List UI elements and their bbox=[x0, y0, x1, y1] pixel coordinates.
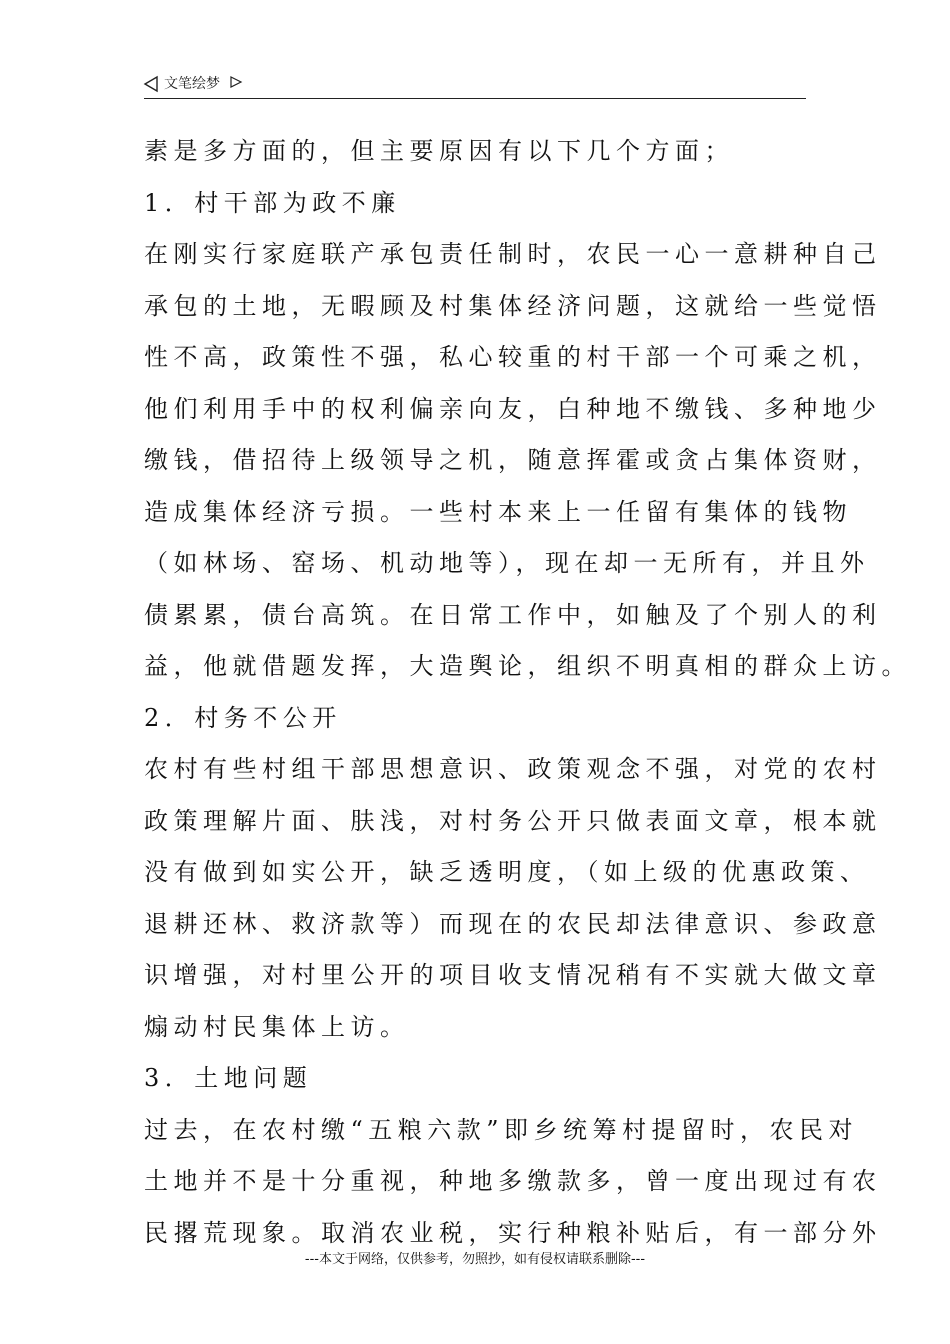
page-footer: ---本文于网络，仅供参考，勿照抄，如有侵权请联系删除--- bbox=[304, 1252, 646, 1267]
text-line: 在刚实行家庭联产承包责任制时，农民一心一意耕种自己 bbox=[144, 240, 882, 268]
section-heading: 2．村务不公开 bbox=[144, 703, 342, 732]
text-line: 农村有些村组干部思想意识、政策观念不强，对党的农村 bbox=[144, 755, 882, 783]
page-header bbox=[144, 74, 806, 99]
text-line: 性不高，政策性不强，私心较重的村干部一个可乘之机， bbox=[144, 343, 882, 371]
text-line: 政策理解片面、肤浅，对村务公开只做表面文章，根本就 bbox=[144, 806, 882, 835]
text-line: 识增强，对村里公开的项目收支情况稍有不实就大做文章 bbox=[144, 961, 882, 989]
section-heading: 1．村干部为政不廉 bbox=[144, 188, 401, 217]
text-line: 过去，在农村缴“五粮六款”即乡统筹村提留时，农民对 bbox=[144, 1115, 859, 1144]
document-body bbox=[144, 126, 911, 1259]
text-line: 民撂荒现象。取消农业税，实行种粮补贴后，有一部分外 bbox=[144, 1218, 882, 1247]
text-line: 没有做到如实公开，缺乏透明度，（如上级的优惠政策、 bbox=[144, 858, 870, 886]
section-heading: 3．土地问题 bbox=[144, 1064, 313, 1092]
text-line: 他们利用手中的权利偏亲向友，白种地不缴钱、多种地少 bbox=[144, 394, 882, 423]
triangle-right-outline-icon bbox=[230, 76, 242, 88]
triangle-left-outline-icon bbox=[144, 76, 158, 92]
text-line: 益，他就借题发挥，大造舆论，组织不明真相的群众上访。 bbox=[144, 652, 911, 680]
text-line: 退耕还林、救济款等）而现在的农民却法律意识、参政意 bbox=[144, 909, 882, 938]
header-title: 文笔绘梦 bbox=[164, 76, 220, 92]
text-line: 债累累，债台高筑。在日常工作中，如触及了个别人的利 bbox=[144, 600, 882, 629]
text-line: 承包的土地，无暇顾及村集体经济问题，这就给一些觉悟 bbox=[144, 291, 882, 320]
text-line: 煽动村民集体上访。 bbox=[144, 1012, 410, 1041]
text-line: 土地并不是十分重视，种地多缴款多，曾一度出现过有农 bbox=[144, 1167, 882, 1195]
text-line: 素是多方面的，但主要原因有以下几个方面； bbox=[144, 137, 734, 165]
text-line: 缴钱，借招待上级领导之机，随意挥霍或贪占集体资财， bbox=[144, 446, 882, 474]
text-line: 造成集体经济亏损。一些村本来上一任留有集体的钱物 bbox=[144, 497, 852, 526]
text-line: （如林场、窑场、机动地等），现在却一无所有，并且外 bbox=[144, 549, 870, 577]
